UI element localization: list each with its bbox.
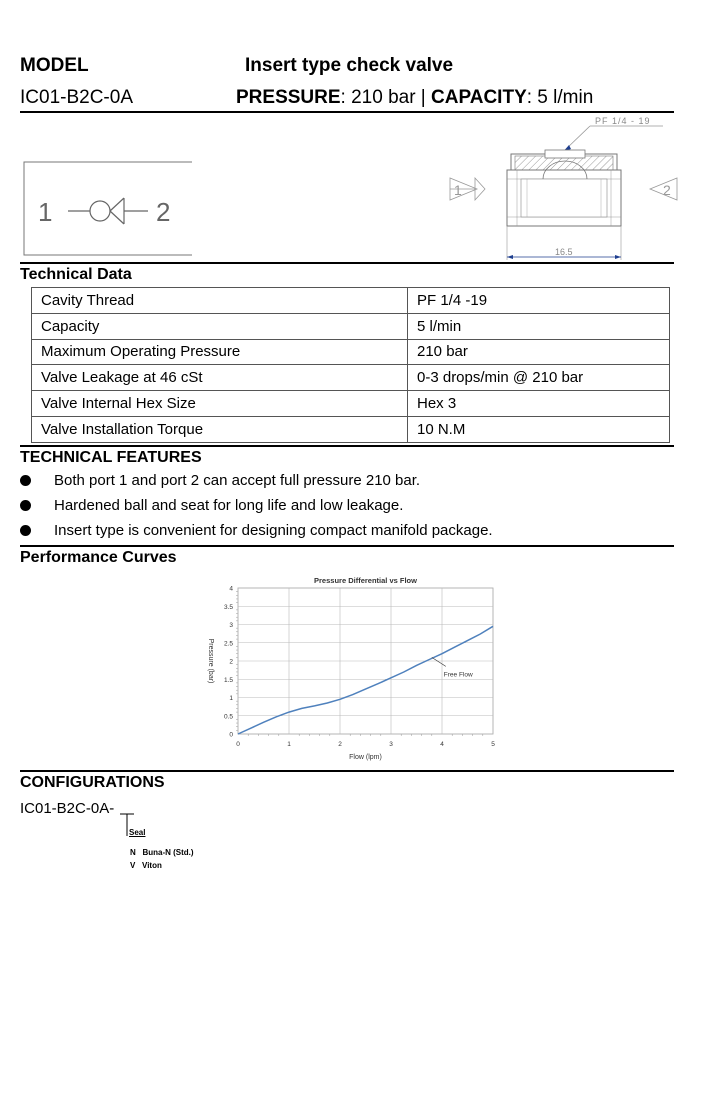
- configurations-title: CONFIGURATIONS: [20, 774, 165, 791]
- technical-data-label: Capacity: [32, 313, 408, 339]
- technical-data-rule: [20, 262, 674, 264]
- valve-cross-section-drawing: [445, 112, 680, 262]
- dimension-label: 16.5: [555, 247, 573, 257]
- chart-x-tick-label: 5: [491, 741, 495, 748]
- technical-data-value: 0-3 drops/min @ 210 bar: [408, 365, 670, 391]
- model-code: IC01-B2C-0A: [20, 87, 133, 108]
- seal-option-desc: Buna-N (Std.): [142, 848, 194, 857]
- technical-data-value: PF 1/4 -19: [408, 288, 670, 314]
- seal-option-desc: Viton: [142, 861, 162, 870]
- chart-y-tick-label: 1.5: [223, 676, 233, 684]
- performance-title: Performance Curves: [20, 549, 177, 566]
- feature-item: [20, 497, 403, 514]
- seal-label: Seal: [129, 828, 146, 837]
- technical-data-label: Valve Leakage at 46 cSt: [32, 365, 408, 391]
- technical-data-label: Cavity Thread: [32, 288, 408, 314]
- feature-text: Insert type is convenient for designing compact manifold package.: [54, 522, 493, 539]
- chart-x-tick-label: 2: [338, 741, 342, 748]
- technical-data-row: [32, 365, 670, 391]
- technical-data-value: 210 bar: [408, 339, 670, 365]
- technical-data-row: [32, 339, 670, 365]
- chart-x-tick-label: 4: [440, 741, 444, 748]
- chart-x-tick-label: 3: [389, 741, 393, 748]
- technical-data-value: 5 l/min: [408, 313, 670, 339]
- chart-y-tick-label: 0: [229, 731, 233, 739]
- chart-y-tick-label: 2: [229, 658, 233, 666]
- technical-data-row: [32, 391, 670, 417]
- capacity-label: CAPACITY: [431, 87, 527, 108]
- chart-y-axis-label: Pressure (bar): [207, 638, 214, 684]
- chart-x-tick-label: 1: [287, 741, 291, 748]
- seal-option-code: V: [130, 861, 136, 870]
- capacity-value: : 5 l/min: [526, 87, 594, 108]
- chart-y-tick-label: 1: [229, 695, 233, 702]
- bullet-icon: [20, 525, 31, 536]
- features-title: TECHNICAL FEATURES: [20, 449, 202, 466]
- product-title: Insert type check valve: [245, 55, 454, 76]
- pressure-value: : 210 bar |: [340, 87, 426, 108]
- seal-option-code: N: [130, 848, 136, 857]
- chart-y-tick-label: 2.5: [223, 640, 233, 648]
- seal-option: [130, 848, 194, 857]
- symbol-port-1: 1: [38, 197, 53, 227]
- chart-x-axis-label: Flow (lpm): [349, 754, 382, 761]
- pressure-label: PRESSURE: [236, 87, 341, 108]
- technical-data-label: Valve Internal Hex Size: [32, 391, 408, 417]
- technical-data-value: Hex 3: [408, 391, 670, 417]
- technical-data-label: Valve Installation Torque: [32, 416, 408, 442]
- technical-data-table: [31, 287, 670, 443]
- symbol-port-2: 2: [156, 197, 171, 227]
- pressure-flow-chart: [195, 572, 505, 764]
- chart-y-tick-label: 4: [229, 585, 233, 593]
- bullet-icon: [20, 500, 31, 511]
- chart-annotation-label: Free Flow: [443, 671, 473, 679]
- drawing-port-2: 2: [663, 182, 671, 198]
- drawing-port-1: 1: [454, 182, 462, 198]
- performance-rule: [20, 545, 674, 547]
- chart-y-tick-label: 3: [229, 622, 233, 629]
- configuration-code: IC01-B2C-0A-: [20, 800, 115, 817]
- chart-y-tick-label: 3.5: [223, 603, 233, 611]
- technical-data-row: [32, 313, 670, 339]
- configurations-rule: [20, 770, 674, 772]
- feature-text: Hardened ball and seat for long life and low leakage.: [54, 497, 404, 514]
- seal-option: [130, 861, 162, 870]
- feature-item: [20, 522, 493, 539]
- features-rule: [20, 445, 674, 447]
- chart-y-tick-label: 0.5: [223, 713, 233, 721]
- technical-data-value: 10 N.M: [408, 416, 670, 442]
- check-valve-symbol: [20, 158, 200, 258]
- chart-title: Pressure Differential vs Flow: [314, 576, 417, 585]
- chart-x-tick-label: 0: [236, 741, 240, 748]
- technical-data-row: [32, 416, 670, 442]
- technical-data-row: [32, 288, 670, 314]
- thread-callout: PF 1/4 - 19: [595, 116, 651, 126]
- technical-data-title: Technical Data: [20, 266, 132, 283]
- model-label: MODEL: [20, 55, 89, 76]
- feature-item: [20, 472, 420, 489]
- technical-data-label: Maximum Operating Pressure: [32, 339, 408, 365]
- pressure-capacity-line: [236, 87, 593, 109]
- feature-text: Both port 1 and port 2 can accept full pressure 210 bar.: [54, 472, 421, 489]
- bullet-icon: [20, 475, 31, 486]
